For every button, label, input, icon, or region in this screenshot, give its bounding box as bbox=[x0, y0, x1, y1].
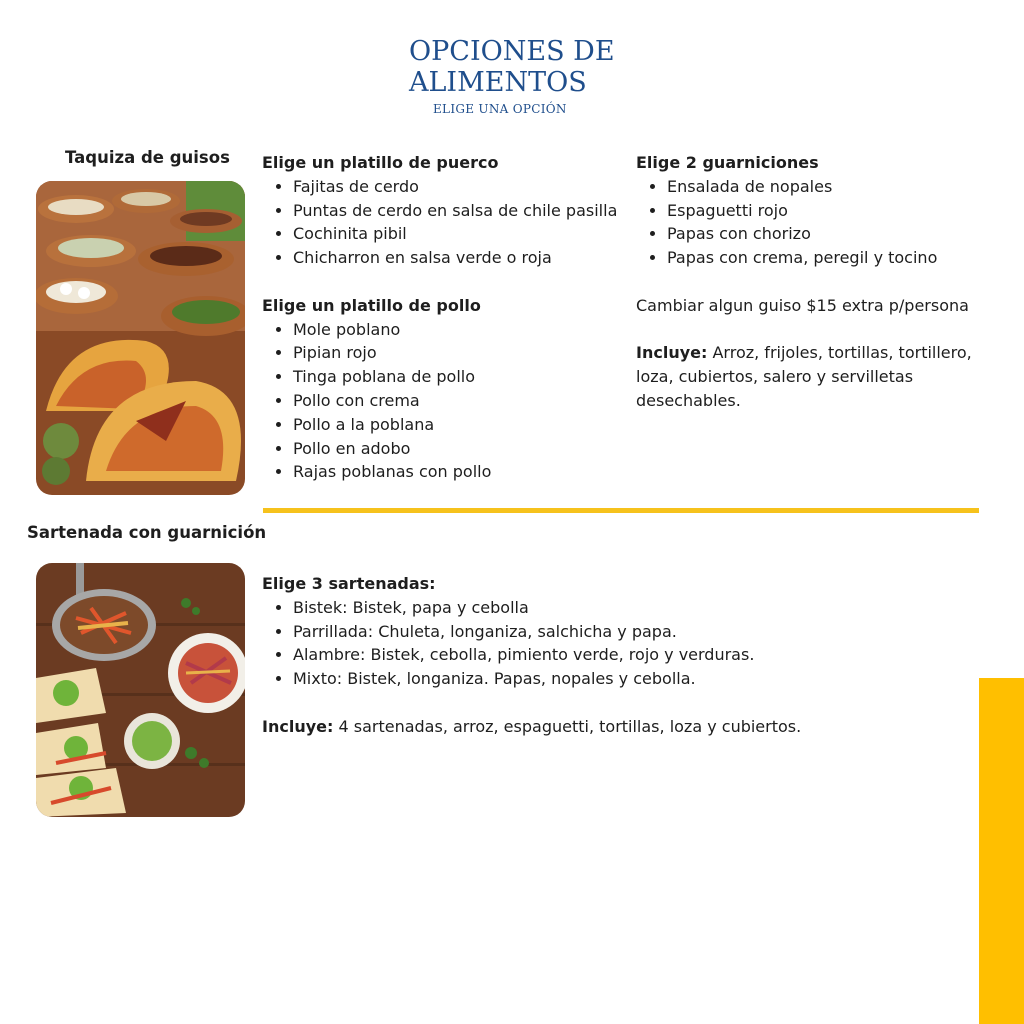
title-line-1: OPCIONES DE bbox=[409, 36, 615, 67]
list-item: • Papas con crema, peregil y tocino bbox=[667, 246, 978, 270]
sartenada-title: Sartenada con guarnición bbox=[27, 523, 267, 542]
guarniciones-list bbox=[636, 175, 978, 270]
taquiza-middle-column bbox=[262, 151, 622, 508]
pollo-heading: Elige un platillo de pollo bbox=[262, 295, 481, 315]
list-item: • Bistek: Bistek, papa y cebolla bbox=[293, 596, 882, 620]
taquiza-incluye bbox=[636, 341, 978, 412]
incluye-label: Incluye: bbox=[262, 716, 334, 736]
guarniciones-heading: Elige 2 guarniciones bbox=[636, 153, 819, 172]
list-item: • Pollo en adobo bbox=[293, 437, 622, 461]
list-item: • Alambre: Bistek, cebolla, pimiento verde, rojo y verduras. bbox=[293, 643, 882, 667]
puerco-heading: Elige un platillo de puerco bbox=[262, 153, 499, 172]
list-item: • Puntas de cerdo en salsa de chile pasilla bbox=[293, 199, 622, 223]
page-title bbox=[409, 36, 649, 98]
page-subtitle: ELIGE UNA OPCIÓN bbox=[433, 102, 567, 116]
pollo-list bbox=[262, 318, 622, 485]
title-line-2: ALIMENTOS bbox=[409, 67, 587, 98]
list-item: • Ensalada de nopales bbox=[667, 175, 978, 199]
section-divider bbox=[263, 508, 979, 513]
list-item: • Pollo a la poblana bbox=[293, 413, 622, 437]
list-item: • Mole poblano bbox=[293, 318, 622, 342]
taquiza-title: Taquiza de guisos bbox=[65, 148, 230, 167]
list-item: • Chicharron en salsa verde o roja bbox=[293, 246, 622, 270]
sartenada-incluye bbox=[262, 715, 882, 739]
taquiza-food-image bbox=[36, 181, 245, 495]
sartenada-photo bbox=[36, 563, 245, 817]
list-item: • Papas con chorizo bbox=[667, 222, 978, 246]
list-item: • Rajas poblanas con pollo bbox=[293, 460, 622, 484]
taquiza-photo bbox=[36, 181, 245, 495]
taquiza-right-column bbox=[636, 151, 978, 437]
list-item: • Parrillada: Chuleta, longaniza, salchicha y papa. bbox=[293, 620, 882, 644]
list-item: • Pipian rojo bbox=[293, 341, 622, 365]
list-item: • Espaguetti rojo bbox=[667, 199, 978, 223]
list-item: • Pollo con crema bbox=[293, 389, 622, 413]
incluye-text: Arroz, frijoles, tortillas, tortillero, loza, cubiertos, salero y servilletas desechables. bbox=[636, 343, 972, 410]
decorative-side-bar bbox=[979, 678, 1024, 1024]
list-item: • Fajitas de cerdo bbox=[293, 175, 622, 199]
list-item: • Tinga poblana de pollo bbox=[293, 365, 622, 389]
sartenada-food-image bbox=[36, 563, 245, 817]
sartenada-column bbox=[262, 572, 882, 762]
cambio-note: Cambiar algun guiso $15 extra p/persona bbox=[636, 295, 969, 315]
incluye-label: Incluye: bbox=[636, 343, 708, 363]
sartenada-list bbox=[262, 596, 882, 691]
incluye-text: 4 sartenadas, arroz, espaguetti, tortillas, loza y cubiertos. bbox=[333, 716, 802, 736]
list-item: • Cochinita pibil bbox=[293, 222, 622, 246]
page-header bbox=[409, 36, 649, 116]
list-item: • Mixto: Bistek, longaniza. Papas, nopales y cebolla. bbox=[293, 667, 882, 691]
sartenada-heading: Elige 3 sartenadas: bbox=[262, 574, 436, 593]
puerco-list bbox=[262, 175, 622, 270]
